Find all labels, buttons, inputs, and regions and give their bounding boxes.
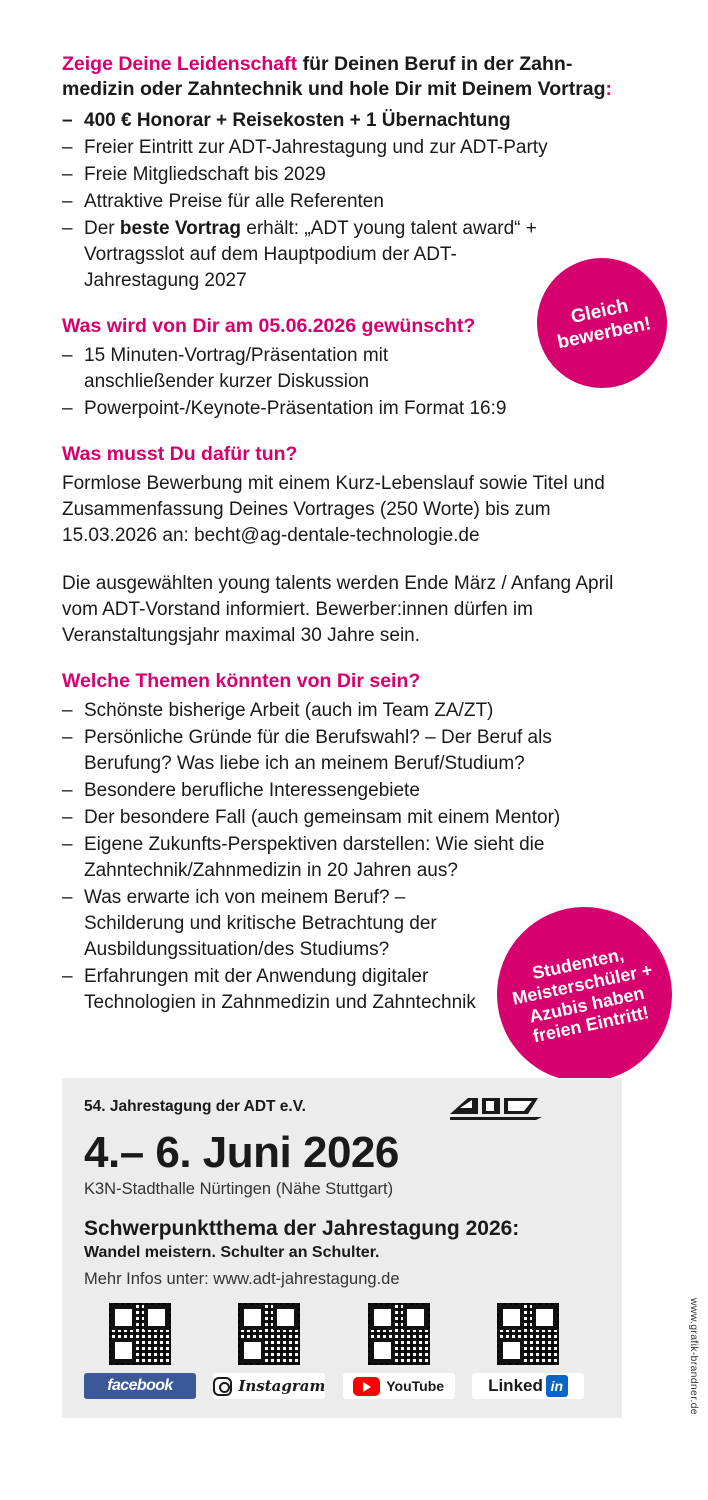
best-talk-pre: Der: [84, 218, 120, 239]
instagram-badge[interactable]: [213, 1373, 325, 1399]
list-item: [62, 805, 622, 831]
dash-marker: –: [62, 727, 73, 748]
best-talk-post: erhält: „ADT young talent award“ + Vortragsslot auf dem Hauptpodium der ADT-Jahrestagung 2027: [84, 218, 537, 291]
qr-code-icon[interactable]: [497, 1303, 559, 1365]
topic-6: Erfahrungen mit der Anwendung digitaler Technologien in Zahnmedizin und Zahntechnik: [84, 966, 476, 1013]
youtube-icon: [353, 1377, 380, 1396]
badge-apply-text: Gleich bewerben!: [555, 295, 653, 354]
list-item: [62, 832, 622, 884]
todo-title: Was musst Du dafür tun?: [62, 443, 298, 465]
facebook-badge[interactable]: facebook: [84, 1373, 196, 1399]
dash-marker: –: [62, 218, 73, 239]
dash-marker: –: [62, 137, 73, 158]
youtube-badge[interactable]: [343, 1373, 455, 1399]
qr-code-icon[interactable]: [368, 1303, 430, 1365]
topic-5: Was erwarte ich von meinem Beruf? – Schilderung und kritische Betrachtung der Ausbildungssituation/des Studiums?: [84, 887, 437, 960]
list-item: [62, 396, 622, 422]
dash-marker: –: [62, 807, 73, 828]
organization-label: 54. Jahrestagung der ADT e.V.: [84, 1098, 306, 1115]
organization-line: [84, 1094, 604, 1120]
linkedin-icon: in: [546, 1375, 568, 1397]
expectation-vortrag: 15 Minuten-Vortrag/Präsentation mit anschließender kurzer Diskussion: [84, 345, 389, 392]
adt-logo-icon: [448, 1094, 544, 1120]
focus-topic-title: Schwerpunktthema der Jahrestagung 2026:: [84, 1217, 520, 1240]
benefit-eintritt: Freier Eintritt zur ADT-Jahrestagung und zur ADT-Party: [84, 137, 548, 158]
instagram-icon: [213, 1377, 232, 1396]
intro-headline-part1: Zeige Deine Leidenschaft: [62, 53, 298, 75]
topic-0: Schönste bisherige Arbeit (auch im Team ZA/ZT): [84, 700, 494, 721]
instagram-label: Instagram: [238, 1377, 326, 1395]
expectations-list: [62, 343, 622, 422]
list-item: [62, 189, 622, 215]
list-item: [62, 725, 622, 777]
social-item-youtube[interactable]: [343, 1303, 455, 1399]
event-date: 4.– 6. Juni 2026: [84, 1128, 399, 1177]
best-talk-bold: beste Vortrag: [119, 218, 241, 239]
list-item: [62, 885, 504, 963]
intro-headline-part2: für Deinen Beruf in der Zahnmedizin oder Zahntechnik und hole Dir mit Deinem Vortrag: [62, 53, 606, 100]
expectations-title: Was wird von Dir am 05.06.2026 gewünscht?: [62, 315, 476, 337]
dash-marker: –: [62, 966, 73, 987]
benefit-mitgliedschaft: Freie Mitgliedschaft bis 2029: [84, 164, 326, 185]
benefits-list: [62, 108, 622, 294]
expectation-format: Powerpoint-/Keynote-Präsentation im Format 16:9: [84, 398, 507, 419]
more-info-line: Mehr Infos unter: www.adt-jahrestagung.de: [84, 1270, 400, 1288]
intro-headline-colon: :: [605, 78, 613, 100]
topic-3: Der besondere Fall (auch gemeinsam mit einem Mentor): [84, 807, 561, 828]
qr-code-icon[interactable]: [109, 1303, 171, 1365]
dash-marker: –: [62, 780, 73, 801]
list-item: [62, 343, 504, 395]
dash-marker: –: [62, 834, 73, 855]
dash-marker: –: [62, 398, 73, 419]
topics-title: Welche Themen könnten von Dir sein?: [62, 670, 421, 692]
list-item: [62, 162, 622, 188]
linkedin-badge[interactable]: [472, 1373, 584, 1399]
benefit-honorar: 400 € Honorar + Reisekosten + 1 Übernachtung: [84, 110, 511, 131]
badge-students-text: Studenten, Meisterschüler + Azubis haben freien Eintritt!: [510, 944, 655, 1047]
main-content: [62, 52, 622, 1017]
list-item: [62, 216, 539, 294]
todo-paragraph: Formlose Bewerbung mit einem Kurz-Lebenslauf sowie Titel und Zusammenfassung Deines Vortrages (250 Worte) bis zum 15.03.2026 an: becht@ag-dentale-technologie.de: [62, 473, 605, 546]
topic-1: Persönliche Gründe für die Berufswahl? – Der Beruf als Berufung? Was liebe ich an meinem Beruf/Studium?: [84, 727, 552, 774]
list-item: [62, 698, 622, 724]
youtube-label: YouTube: [386, 1378, 445, 1394]
list-item: [62, 964, 484, 1016]
topic-2: Besondere berufliche Interessengebiete: [84, 780, 420, 801]
intro-headline: [62, 52, 622, 102]
designer-credit: www.grafik-brandner.de: [688, 1298, 700, 1415]
dash-marker: –: [62, 191, 73, 212]
social-item-facebook[interactable]: [84, 1303, 196, 1399]
qr-code-icon[interactable]: [238, 1303, 300, 1365]
list-item: [62, 108, 622, 134]
linkedin-label: Linked: [488, 1376, 543, 1395]
dash-marker: –: [62, 345, 73, 366]
dash-marker: –: [62, 887, 73, 908]
social-item-instagram[interactable]: [213, 1303, 325, 1399]
event-info-box: [62, 1078, 622, 1418]
dash-marker: –: [62, 110, 73, 131]
social-item-linkedin[interactable]: [472, 1303, 584, 1399]
list-item: [62, 778, 622, 804]
todo-paragraph-2: Die ausgewählten young talents werden Ende März / Anfang April vom ADT-Vorstand informiert. Bewerber:innen dürfen im Veranstaltungsjahr maximal 30 Jahre sein.: [62, 573, 614, 646]
focus-topic-subtitle: Wandel meistern. Schulter an Schulter.: [84, 1244, 380, 1261]
topic-4: Eigene Zukunfts-Perspektiven darstellen: Wie sieht die Zahntechnik/Zahnmedizin in 20 Jahren aus?: [84, 834, 545, 881]
benefit-preise: Attraktive Preise für alle Referenten: [84, 191, 384, 212]
list-item: [62, 135, 622, 161]
dash-marker: –: [62, 164, 73, 185]
event-venue: K3N-Stadthalle Nürtingen (Nähe Stuttgart): [84, 1180, 394, 1198]
social-links-row: [84, 1303, 584, 1399]
dash-marker: –: [62, 700, 73, 721]
